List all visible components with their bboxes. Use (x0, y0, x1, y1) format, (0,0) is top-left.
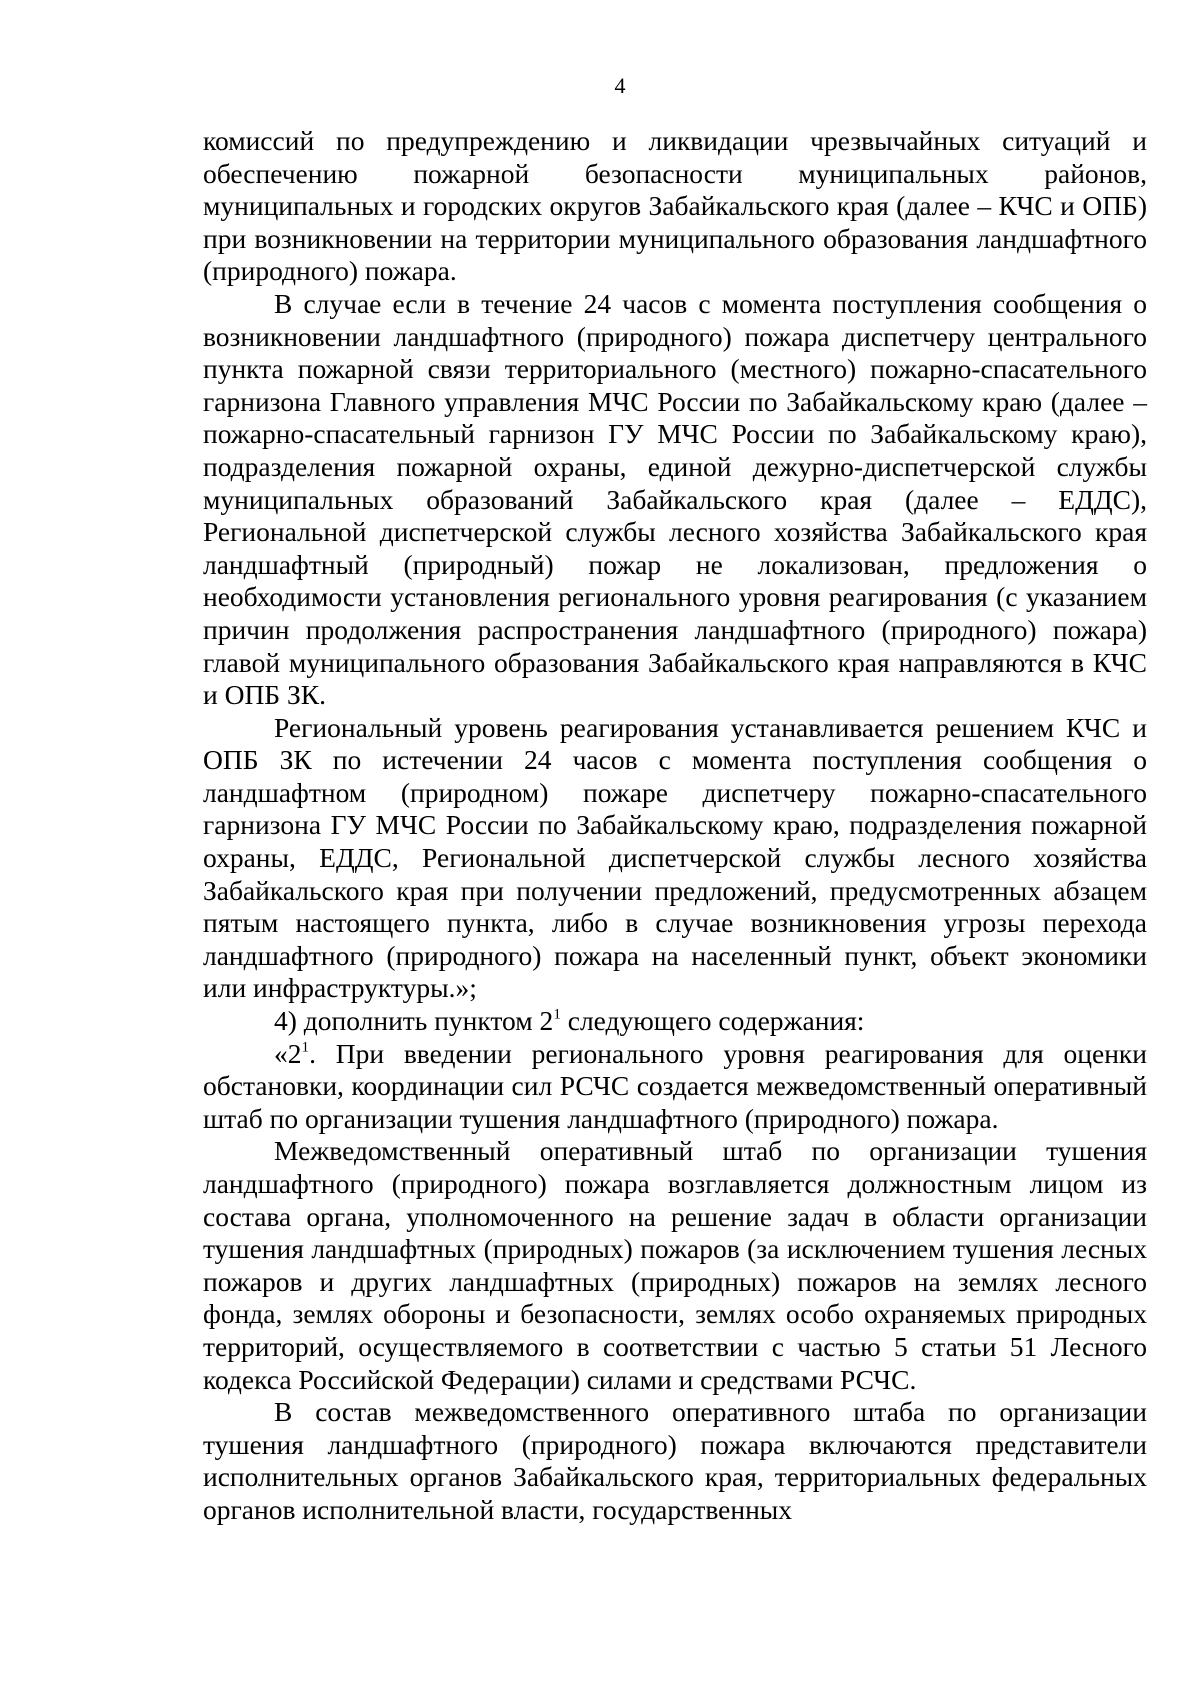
paragraph-text: . При введении регионального уровня реагирования для оценки обстановки, координации сил РСЧС создается межведомственный оперативный штаб по организации тушения ландшафтного (природного) пожара. (203, 1037, 1147, 1134)
paragraph-text: В случае если в течение 24 часов с момента поступления сообщения о возникновении ландшафтного (природного) пожара диспетчеру центрального пункта пожарной связи территориального (местного) пожарно-спасательного гарнизона Главного управления МЧС России по Забайкальскому краю (далее – пожарно-спасательный гарнизон ГУ МЧС России по Забайкальскому краю), подразделения пожарной охраны, единой дежурно-диспетчерской службы муниципальных образований Забайкальского края (далее – ЕДДС), Региональной диспетчерской службы лесного хозяйства Забайкальского края ландшафтный (природный) пожар не локализован, предложения о необходимости установления регионального уровня реагирования (с указанием причин продолжения распространения ландшафтного (природного) пожара) главой муниципального образования Забайкальского края направляются в КЧС и ОПБ ЗК. (203, 287, 1147, 711)
document-body (203, 125, 1147, 1527)
paragraph (203, 1038, 1147, 1136)
paragraph (203, 288, 1147, 712)
paragraph-text: Межведомственный оперативный штаб по организации тушения ландшафтного (природного) пожара возглавляется должностным лицом из состава органа, уполномоченного на решение задач в области организации тушения ландшафтных (природных) пожаров (за исключением тушения лесных пожаров и других ландшафтных (природных) пожаров на землях лесного фонда, землях обороны и безопасности, землях особо охраняемых природных территорий, осуществляемого в соответствии с частью 5 статьи 51 Лесного кодекса Российской Федерации) силами и средствами РСЧС. (203, 1135, 1147, 1395)
paragraph (203, 1396, 1147, 1526)
paragraph-text: 4) дополнить пунктом 2 (274, 1005, 554, 1037)
superscript: 1 (553, 1006, 561, 1023)
paragraph (203, 1005, 1147, 1038)
paragraph-text: В состав межведомственного оперативного штаба по организации тушения ландшафтного (природного) пожара включаются представители исполнительных органов Забайкальского края, территориальных федеральных органов исполнительной власти, государственных (203, 1396, 1147, 1525)
paragraph (203, 712, 1147, 1005)
paragraph-text: следующего содержания: (560, 1005, 865, 1037)
page-number: 4 (614, 73, 626, 98)
paragraph (203, 125, 1147, 288)
paragraph-text: «2 (274, 1037, 302, 1069)
superscript: 1 (301, 1039, 310, 1056)
paragraph-text: Региональный уровень реагирования устанавливается решением КЧС и ОПБ ЗК по истечении 24 часов с момента поступления сообщения о ландшафтном (природном) пожаре диспетчеру пожарно-спасательного гарнизона ГУ МЧС России по Забайкальскому краю, подразделения пожарной охраны, ЕДДС, Региональной диспетчерской службы лесного хозяйства Забайкальского края при получении предложений, предусмотренных абзацем пятым настоящего пункта, либо в случае возникновения угрозы перехода ландшафтного (природного) пожара на населенный пункт, объект экономики или инфраструктуры.»; (203, 711, 1147, 1004)
paragraph-text: комиссий по предупреждению и ликвидации чрезвычайных ситуаций и обеспечению пожарной безопасности муниципальных районов, муниципальных и городских округов Забайкальского края (далее – КЧС и ОПБ) при возникновении на территории муниципального образования ландшафтного (природного) пожара. (203, 125, 1147, 287)
paragraph (203, 1135, 1147, 1396)
